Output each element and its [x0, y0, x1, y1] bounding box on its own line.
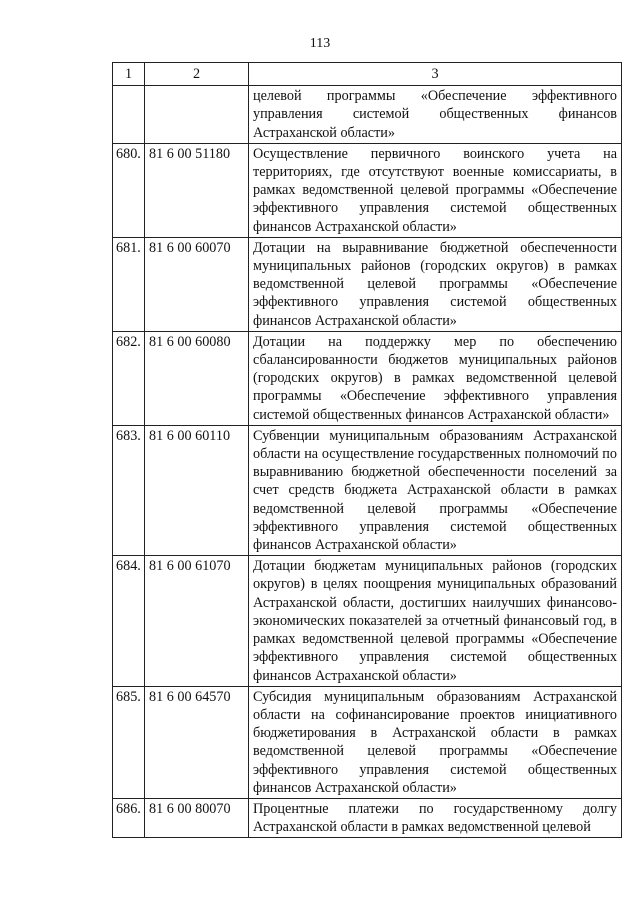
row-number: 682. — [113, 331, 145, 425]
row-description: Дотации на выравнивание бюджетной обеспеченности муниципальных районов (городских округов) в рамках ведомственной целевой программы «Обеспечение эффективного управления системой общественных финансов Астраханской области» — [249, 237, 622, 331]
row-number: 685. — [113, 686, 145, 798]
budget-code: 81 6 00 51180 — [145, 143, 249, 237]
budget-code-table — [112, 62, 622, 838]
page-number: 113 — [309, 36, 331, 51]
row-description: Субсидия муниципальным образованиям Астраханской области на софинансирование проектов инициативного бюджетирования в Астраханской области в рамках ведомственной целевой программы «Обеспечение эффективного управления системой общественных финансов Астраханской области» — [249, 686, 622, 798]
row-number: 683. — [113, 425, 145, 555]
budget-code — [145, 86, 249, 144]
budget-code: 81 6 00 60110 — [145, 425, 249, 555]
column-header-3: 3 — [249, 63, 622, 86]
table-header-row — [113, 63, 622, 86]
table-row — [113, 143, 622, 237]
row-description: Дотации на поддержку мер по обеспечению сбалансированности бюджетов муниципальных районов (городских округов) в рамках ведомственной целевой программы «Обеспечение эффективного управления системой общественных финансов Астраханской области» — [249, 331, 622, 425]
table-row — [113, 686, 622, 798]
table-row — [113, 798, 622, 837]
row-number: 680. — [113, 143, 145, 237]
row-description: целевой программы «Обеспечение эффективного управления системой общественных финансов Астраханской области» — [249, 86, 622, 144]
column-header-2: 2 — [145, 63, 249, 86]
row-description: Процентные платежи по государственному долгу Астраханской области в рамках ведомственной целевой — [249, 798, 622, 837]
row-number: 686. — [113, 798, 145, 837]
budget-code: 81 6 00 80070 — [145, 798, 249, 837]
table-row — [113, 86, 622, 144]
table-row — [113, 237, 622, 331]
table-row — [113, 331, 622, 425]
row-description: Субвенции муниципальным образованиям Астраханской области на осуществление государственных полномочий по выравниванию бюджетной обеспеченности поселений за счет средств бюджета Астраханской области в рамках ведомственной целевой программы «Обеспечение эффективного управления системой общественных финансов Астраханской области» — [249, 425, 622, 555]
budget-code: 81 6 00 60080 — [145, 331, 249, 425]
row-number: 681. — [113, 237, 145, 331]
row-number — [113, 86, 145, 144]
budget-code: 81 6 00 60070 — [145, 237, 249, 331]
column-header-1: 1 — [113, 63, 145, 86]
budget-code: 81 6 00 64570 — [145, 686, 249, 798]
row-number: 684. — [113, 556, 145, 686]
row-description: Дотации бюджетам муниципальных районов (городских округов) в целях поощрения муниципальных образований Астраханской области, достигших наилучших финансово-экономических показателей за отчетный финансовый год, в рамках ведомственной целевой программы «Обеспечение эффективного управления системой общественных финансов Астраханской области» — [249, 556, 622, 686]
budget-code: 81 6 00 61070 — [145, 556, 249, 686]
row-description: Осуществление первичного воинского учета на территориях, где отсутствуют военные комиссариаты, в рамках ведомственной целевой программы «Обеспечение эффективного управления системой общественных финансов Астраханской области» — [249, 143, 622, 237]
table-row — [113, 556, 622, 686]
table-row — [113, 425, 622, 555]
